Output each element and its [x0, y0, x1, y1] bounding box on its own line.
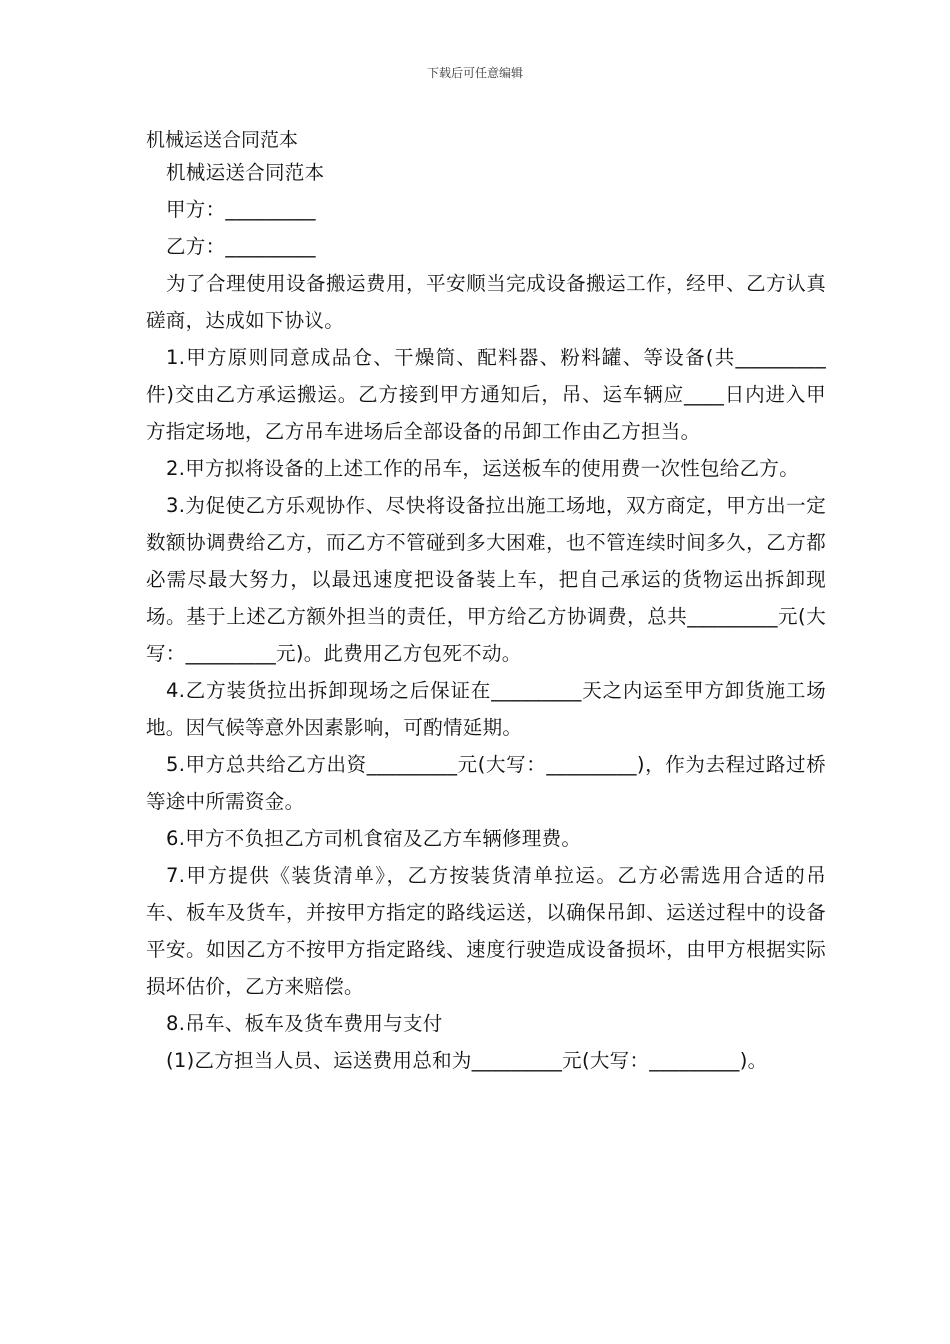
clause-7: 7.甲方提供《装货清单》，乙方按装货清单拉运。乙方必需选用合适的吊车、板车及货车，并按甲方指定的路线运送，以确保吊卸、运送过程中的设备平安。如因乙方不按甲方指定路线、速度行驶造成设备损坏，由甲方根据实际损坏估价，乙方来赔偿。	[146, 864, 826, 998]
clause-8-item-1: (1)乙方担当人员、运送费用总和为_________元(大写：_________)。	[166, 1049, 768, 1072]
contract-body	[146, 154, 826, 1079]
subtitle-paragraph: 机械运送合同范本	[166, 161, 325, 184]
document-title: 机械运送合同范本	[146, 129, 299, 151]
party-b-line: 乙方：_________	[166, 235, 316, 258]
page-header-note: 下载后可任意编辑	[426, 66, 523, 80]
clause-2: 2.甲方拟将设备的上述工作的吊车，运送板车的使用费一次性包给乙方。	[166, 457, 800, 480]
preamble-paragraph: 为了合理使用设备搬运费用，平安顺当完成设备搬运工作，经甲、乙方认真磋商，达成如下协议。	[146, 272, 826, 332]
clause-1: 1.甲方原则同意成品仓、干燥筒、配料器、粉料罐、等设备(共_________件)交由乙方承运搬运。乙方接到甲方通知后，吊、运车辆应____日内进入甲方指定场地，乙方吊车进场后全部设备的吊卸工作由乙方担当。	[146, 346, 826, 443]
clause-6: 6.甲方不负担乙方司机食宿及乙方车辆修理费。	[166, 827, 582, 850]
clause-5: 5.甲方总共给乙方出资_________元(大写：_________)，作为去程过路过桥等途中所需资金。	[146, 753, 826, 813]
party-a-line: 甲方：_________	[166, 198, 316, 221]
clause-4: 4.乙方装货拉出拆卸现场之后保证在_________天之内运至甲方卸货施工场地。因气候等意外因素影响，可酌情延期。	[146, 679, 826, 739]
clause-8-heading: 8.吊车、板车及货车费用与支付	[166, 1012, 443, 1035]
clause-3: 3.为促使乙方乐观协作、尽快将设备拉出施工场地，双方商定，甲方出一定数额协调费给乙方，而乙方不管碰到多大困难，也不管连续时间多久，乙方都必需尽最大努力，以最迅速度把设备装上车，把自己承运的货物运出拆卸现场。基于上述乙方额外担当的责任，甲方给乙方协调费，总共_________元(大写：_________元)。此费用乙方包死不动。	[146, 494, 826, 665]
